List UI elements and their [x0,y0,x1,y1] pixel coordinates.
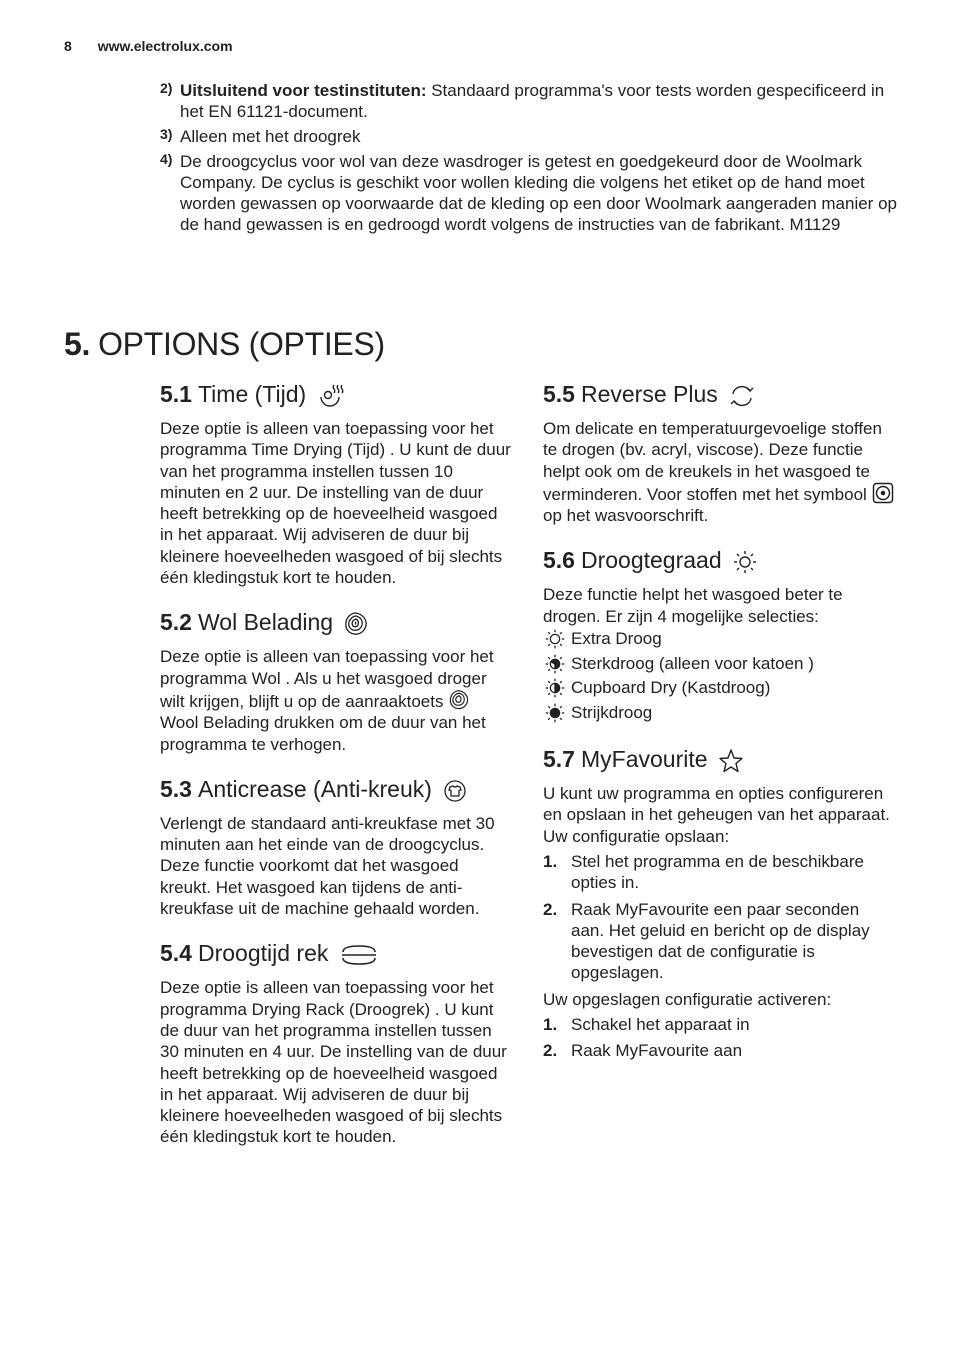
iron-dry-icon [543,702,567,724]
section-body: Deze functie helpt het wasgoed beter te drogen. Er zijn 4 mogelijke selecties: [543,585,843,626]
page-header [64,38,233,54]
section-title: Reverse Plus [580,381,718,407]
section-title: MyFavourite [580,746,708,773]
section-number: 5.2 [160,609,192,636]
section-5-7 [543,743,895,1062]
section-body-part: Deze optie is alleen van toepassing voor het programma Wol . Als u het wasgoed droger wilt krijgen, blijft u op de aanraaktoets [160,647,494,711]
page-number: 8 [64,38,72,54]
step-text: Raak MyFavourite een paar seconden aan. Het geluid en bericht op de display bevestigen dat de configuratie is opgeslagen. [571,899,870,983]
list-item [543,851,895,894]
section-title: Droogtijd rek [197,940,329,967]
section-5-5 [543,378,895,526]
anticrease-icon [442,778,468,804]
section-5-3 [160,773,512,919]
section-heading [543,544,895,576]
step-number: 2. [543,899,558,919]
section-number: 5.5 [543,381,575,407]
save-steps [543,851,895,984]
step-number: 1. [543,851,558,871]
section-body-part: Wool Belading drukken om de duur van het programma te verhogen. [160,713,486,754]
step-text: Schakel het apparaat in [571,1015,750,1035]
strong-dry-icon [543,653,567,675]
website-url: www.electrolux.com [97,38,233,54]
section-heading [543,743,895,775]
dryness-option [543,627,895,652]
section-body: Verlengt de standaard anti-kreukfase met 30 minuten aan het einde van de droogcyclus. Deze functie voorkomt dat het wasgoed kreukt. Het wasgoed kan tijdens de anti-kreukfase uit de machine gehaald worden. [160,813,495,919]
chapter-title-text: OPTIONS (OPTIES) [98,326,385,362]
footnote-text: De droogcyclus voor wol van deze wasdroger is getest en goedgekeurd door de Woolmark Company. De cyclus is geschikt voor wollen kleding die volgens het etiket op de hand moet worden gewassen op voorwaarde dat de kleding op een door Woolmark aangeraden manier op de hand gewassen is en gedroogd wordt volgens de instructies van de fabrikant. M1129 [180,152,897,234]
drying-rack-icon [339,942,379,968]
list-item [543,1014,895,1035]
section-body-part: Om delicate en temperatuurgevoelige stoffen te drogen (bv. acryl, viscose). Deze functie helpt ook om de kreukels in het wasgoed te verminderen. Voor stoffen met het symbool [543,419,882,504]
step-text: Stel het programma en de beschikbare opties in. [571,851,864,893]
section-title: Droogtegraad [580,547,722,574]
section-body: U kunt uw programma en opties configureren en opslaan in het geheugen van het apparaat. [543,784,890,825]
wool-icon [448,689,470,711]
section-title: Anticrease (Anti-kreuk) [197,775,432,802]
footnote-text: Alleen met het droogrek [180,127,361,146]
section-5-4 [160,937,512,1147]
section-heading [160,773,512,805]
section-body [160,646,512,754]
dryness-option [543,701,895,726]
section-5-1 [160,378,512,588]
section-heading [160,606,512,638]
list-item [543,899,895,984]
list-item [543,1040,895,1061]
footnotes [160,80,900,239]
dryness-option-label: Sterkdroog (alleen voor katoen ) [571,653,814,673]
section-title: Wol Belading [197,609,334,636]
section-5-6 [543,544,895,725]
section-number: 5.1 [160,381,192,407]
footnote-marker: 4) [160,151,173,167]
section-heading [160,378,512,410]
section-body [543,418,895,526]
left-column [160,378,512,1166]
star-icon [718,748,744,774]
reverse-plus-icon [728,383,756,409]
footnote-marker: 3) [160,126,173,142]
section-heading [160,937,512,969]
extra-dry-icon [543,628,567,650]
chapter-title [64,326,385,363]
step-number: 2. [543,1041,558,1061]
wool-icon [343,611,369,637]
dryness-option-label: Cupboard Dry (Kastdroog) [571,678,771,698]
tumble-dry-symbol-icon [872,482,894,504]
chapter-number: 5. [64,326,91,362]
footnote-2 [160,80,900,122]
dryness-option-label: Strijkdroog [571,702,653,722]
section-body: Deze optie is alleen van toepassing voor het programma Drying Rack (Droogrek) . U kunt de duur van het programma instellen tussen 30 minuten en 4 uur. De instelling van de duur heeft betrekking op de hoeveelheid wasgoed in het apparaat. Wij adviseren de duur bij kleinere hoeveelheden wasgoed of bij slechts één kledingstuk kort te houden. [160,978,507,1147]
save-label: Uw configuratie opslaan: [543,826,730,846]
dryness-option [543,652,895,677]
footnote-4 [160,151,900,235]
section-number: 5.3 [160,775,192,802]
activate-steps [543,1014,895,1062]
step-text: Raak MyFavourite aan [571,1041,743,1061]
section-number: 5.6 [543,547,575,574]
time-drying-icon [317,384,347,408]
dryness-option [543,676,895,701]
activate-label: Uw opgeslagen configuratie activeren: [543,989,832,1009]
section-number: 5.7 [543,746,575,773]
section-body-part: op het wasvoorschrift. [543,506,709,526]
right-column [543,378,895,1080]
section-number: 5.4 [160,940,192,967]
cupboard-dry-icon [543,677,567,699]
footnote-bold-lead: Uitsluitend voor testinstituten: [180,81,427,100]
section-title: Time (Tijd) [197,381,307,407]
dryness-option-label: Extra Droog [571,629,662,649]
step-number: 1. [543,1015,558,1035]
footnote-marker: 2) [160,80,173,96]
section-body: Deze optie is alleen van toepassing voor het programma Time Drying (Tijd) . U kunt de duur van het programma instellen tussen 10 minuten en 2 uur. De instelling van de duur heeft betrekking op de hoeveelheid wasgoed in het apparaat. Wij adviseren de duur bij kleinere hoeveelheden wasgoed of bij slechts één kledingstuk kort te houden. [160,419,511,588]
footnote-3 [160,126,900,147]
section-5-2 [160,606,512,754]
footnote-text: Standaard programma's voor tests worden gespecificeerd in het EN 61121-document. [180,81,885,121]
dryness-level-icon [732,549,758,575]
section-heading [543,378,895,410]
